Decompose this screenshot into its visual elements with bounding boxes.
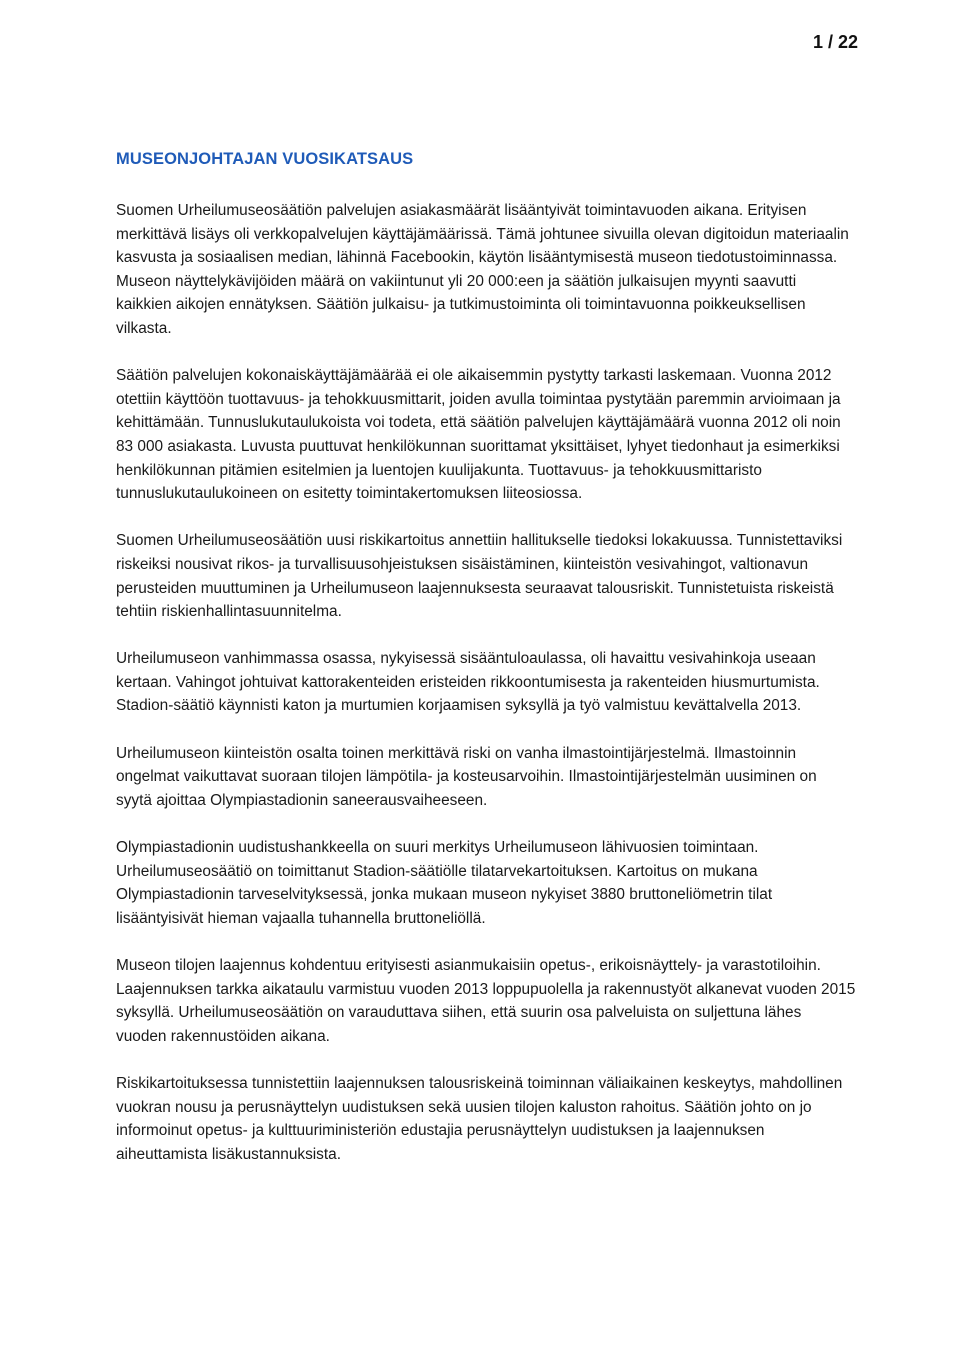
paragraph-water-damage: Urheilumuseon vanhimmassa osassa, nykyisessä sisääntuloaulassa, oli havaittu vesivahinkoja useaan kertaan. Vahingot johtuivat kattorakenteiden eristeiden rikkoontumisesta ja rakenteiden hiusmurtumista. Stadion-säätiö käynnisti katon ja murtumien korjaamisen syksyllä ja työ valmistuu kevättalvella 2013. <box>116 650 820 715</box>
paragraph-risk-assessment: Suomen Urheilumuseosäätiön uusi riskikartoitus annettiin hallitukselle tiedoksi lokakuussa. Tunnistettaviksi riskeiksi nousivat rikos- ja turvallisuusohjeistuksen sisäistäminen, kiinteistön vesivahingot, valtionavun perusteiden muuttuminen ja Urheilumuseon laajennuksesta seuraavat talousriskit. Tunnistetuista riskeistä tehtiin riskienhallintasuunnitelma. <box>116 532 843 621</box>
paragraph-expansion: Museon tilojen laajennus kohdentuu erityisesti asianmukaisiin opetus-, erikoisnäyttely- ja varastotiloihin. Laajennuksen tarkka aikataulu varmistuu vuoden 2013 loppupuolella ja rakennustyöt alkanevat vuoden 2015 syksyllä. Urheilumuseosäätiön on varauduttava siihen, että suurin osa palveluista on suljettuna lähes vuoden rakennustöiden aikana. <box>116 957 856 1045</box>
paragraph-stadium-renovation: Olympiastadionin uudistushankkeella on suuri merkitys Urheilumuseon lähivuosien toimintaan. Urheilumuseosäätiö on toimittanut Stadion-säätiölle tilatarvekartoituksen. Kartoitus on mukana Olympiastadionin tarveselvityksessä, jonka mukaan museon nykyiset 3880 bruttoneliömetrin tilat lisääntyisivät hieman vajaalla tuhannella bruttoneliöllä. <box>116 839 773 927</box>
paragraph-ventilation: Urheilumuseon kiinteistön osalta toinen merkittävä riski on vanha ilmastointijärjestelmä. Ilmastoinnin ongelmat vaikuttavat suoraan tilojen lämpötila- ja kosteusarvoihin. Ilmastointijärjestelmän uusiminen on syytä ajoittaa Olympiastadionin saneerausvaiheeseen. <box>116 744 817 809</box>
paragraph-expansion-risks: Riskikartoituksessa tunnistettiin laajennuksen talousriskeinä toiminnan väliaikainen keskeytys, mahdollinen vuokran nousu ja perusnäyttelyn uudistuksen sekä uusien tilojen kaluston rahoitus. Säätiön johto on jo informoinut opetus- ja kulttuuriministeriön edustajia perusnäyttelyn uudistuksen ja laajennuksen aiheuttamista lisäkustannuksista. <box>116 1074 843 1163</box>
page-number: 1 / 22 <box>812 32 858 52</box>
paragraph-user-metrics: Säätiön palvelujen kokonaiskäyttäjämäärää ei ole aikaisemmin pystytty tarkasti laskemaan. Vuonna 2012 otettiin käyttöön tuottavuus- ja tehokkuusmittarit, joiden avulla toimintaa pystytään paremmin arvioimaan ja kehittämään. Tunnuslukutaulukoista voi todeta, että säätiön palvelujen käyttäjämäärä vuonna 2012 oli noin 83 000 asiakasta. Luvusta puuttuvat henkilökunnan suorittamat yksittäiset, lyhyet tiedonhaut ja esimerkiksi henkilökunnan pitämien esitelmien ja luentojen kuulijakunta. Tuottavuus- ja tehokkuusmittaristo tunnuslukutaulukoineen on esitetty toimintakertomuksen liiteosiossa. <box>116 367 841 503</box>
document-body <box>116 150 856 1190</box>
paragraph-visitor-numbers: Suomen Urheilumuseosäätiön palvelujen asiakasmäärät lisääntyivät toimintavuoden aikana. Erityisen merkittävä lisäys oli verkkopalvelujen käyttäjämäärissä. Tämä johtunee sivuilla olevan digitoidun materiaalin kasvusta ja sosiaalisen median, lähinnä Facebookin, käytön lisääntymisestä museon tiedotustoiminnassa. Museon näyttelykävijöiden määrä on vakiintunut yli 20 000:een ja säätiön julkaisujen myynti saavutti kaikkien aikojen ennätyksen. Säätiön julkaisu- ja tutkimustoiminta oli toimintavuonna poikkeuksellisen vilkasta. <box>116 202 849 337</box>
document-title: MUSEONJOHTAJAN VUOSIKATSAUS <box>116 150 414 168</box>
